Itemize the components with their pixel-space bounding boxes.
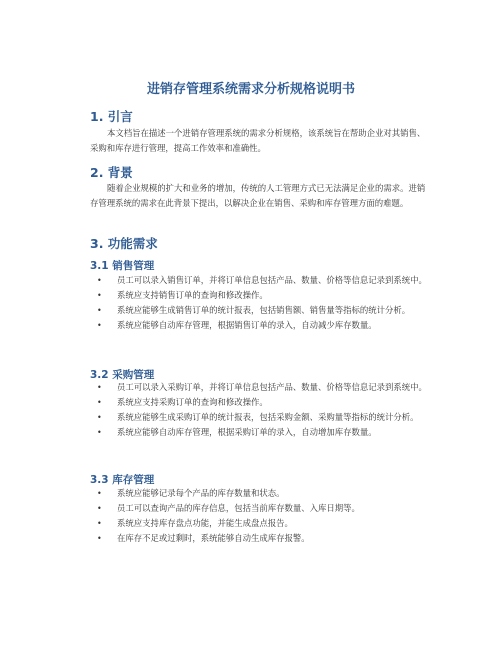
list-item: • 员工可以录入销售订单，并将订单信息包括产品、数量、价格等信息记录到系统中。: [89, 273, 435, 288]
subsection-heading-inventory: 3.3 库存管理: [90, 474, 155, 486]
bullet-icon: •: [97, 291, 102, 300]
section-paragraph-intro: 本文档旨在描述一个进销存管理系统的需求分析规格，该系统旨在帮助企业对其销售、采购和库存进行管理，提高工作效率和准确性。: [90, 128, 426, 153]
list-item: • 在库存不足或过剩时，系统能够自动生成库存报警。: [89, 531, 435, 546]
bullet-icon: •: [97, 504, 102, 513]
list-item: • 系统应支持销售订单的查询和修改操作。: [89, 288, 435, 303]
list-item: • 系统应能够自动库存管理，根据销售订单的录入，自动减少库存数量。: [89, 318, 435, 333]
section-paragraph-background: 随着企业规模的扩大和业务的增加，传统的人工管理方式已无法满足企业的需求。进销存管理系统的需求在此背景下提出，以解决企业在销售、采购和库存管理方面的难题。: [90, 183, 426, 208]
purchase-list: [90, 380, 435, 440]
subsection-heading-sales: 3.1 销售管理: [90, 260, 155, 272]
bullet-icon: •: [97, 383, 102, 392]
bullet-icon: •: [97, 306, 102, 315]
bullet-icon: •: [97, 519, 102, 528]
list-item: • 系统应能够自动库存管理，根据采购订单的录入，自动增加库存数量。: [89, 425, 435, 440]
bullet-icon: •: [97, 413, 102, 422]
sales-list: [90, 273, 435, 333]
section-heading-background: 2. 背景: [90, 165, 133, 180]
list-item: • 系统应能够生成销售订单的统计报表，包括销售额、销售量等指标的统计分析。: [89, 303, 435, 318]
list-item: • 员工可以录入采购订单，并将订单信息包括产品、数量、价格等信息记录到系统中。: [89, 380, 435, 395]
bullet-icon: •: [97, 428, 102, 437]
bullet-icon: •: [97, 534, 102, 543]
list-item: • 系统应支持采购订单的查询和修改操作。: [89, 395, 435, 410]
bullet-icon: •: [97, 276, 102, 285]
bullet-icon: •: [97, 489, 102, 498]
section-heading-intro: 1. 引言: [90, 109, 133, 124]
list-item: • 员工可以查询产品的库存信息，包括当前库存数量、入库日期等。: [89, 501, 435, 516]
document-title: 进销存管理系统需求分析规格说明书: [146, 82, 355, 97]
bullet-icon: •: [97, 398, 102, 407]
list-item: • 系统应能够记录每个产品的库存数量和状态。: [89, 486, 435, 501]
section-heading-functional: 3. 功能需求: [90, 236, 158, 251]
bullet-icon: •: [97, 321, 102, 330]
list-item: • 系统应能够生成采购订单的统计报表，包括采购金额、采购量等指标的统计分析。: [89, 410, 435, 425]
subsection-heading-purchase: 3.2 采购管理: [90, 369, 155, 381]
inventory-list: [90, 486, 435, 546]
list-item: • 系统应支持库存盘点功能，并能生成盘点报告。: [89, 516, 435, 531]
